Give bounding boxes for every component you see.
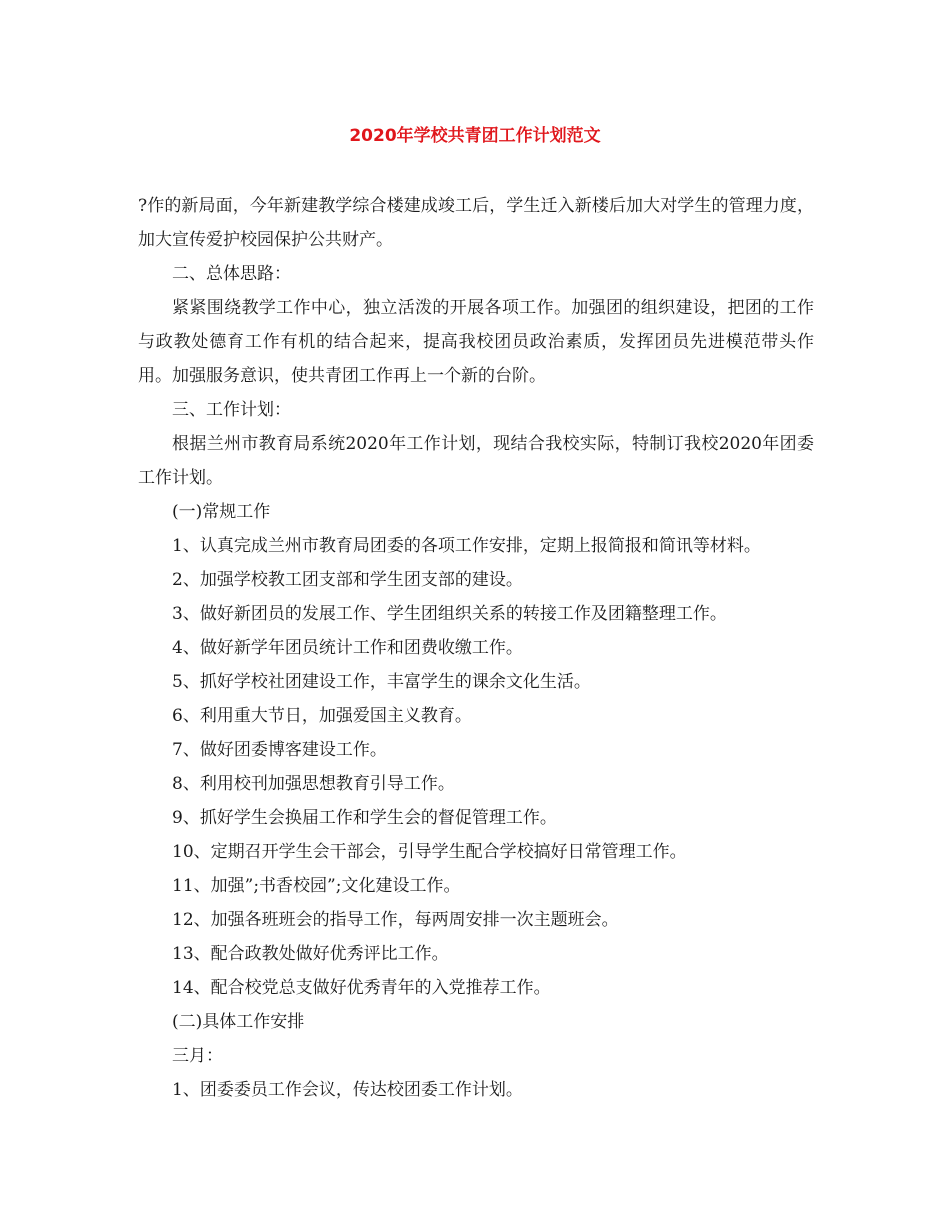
list-item: 12、加强各班班会的指导工作，每两周安排一次主题班会。 [172,910,619,930]
list-item: 8、利用校刊加强思想教育引导工作。 [172,774,455,794]
list-item: 6、利用重大节日，加强爱国主义教育。 [172,706,472,726]
list-item: 2、加强学校教工团支部和学生团支部的建设。 [172,570,523,590]
section-heading-work-plan: 三、工作计划： [172,400,291,420]
month-heading-march: 三月： [172,1046,223,1066]
list-item: 14、配合校党总支做好优秀青年的入党推荐工作。 [172,978,551,998]
list-item: 10、定期召开学生会干部会，引导学生配合学校搞好日常管理工作。 [172,842,687,862]
list-item: 9、抓好学生会换届工作和学生会的督促管理工作。 [172,808,557,828]
paragraph-work-plan: 根据兰州市教育局系统2020年工作计划，现结合我校实际，特制订我校2020年团委工作计划。 [138,434,814,488]
list-item: 7、做好团委博客建设工作。 [172,740,387,760]
document-title: 2020年学校共青团工作计划范文 [349,126,601,146]
section-heading-overall-idea: 二、总体思路： [172,264,291,284]
paragraph-overall-idea: 紧紧围绕教学工作中心，独立活泼的开展各项工作。加强团的组织建设，把团的工作与政教处德育工作有机的结合起来，提高我校团员政治素质，发挥团员先进模范带头作用。加强服务意识，使共青团工作再上一个新的台阶。 [138,298,814,386]
paragraph-continuation: ?作的新局面，今年新建教学综合楼建成竣工后，学生迁入新楼后加大对学生的管理力度，加大宣传爱护校园保护公共财产。 [138,196,814,250]
document-body [138,189,814,1107]
list-item: 3、做好新团员的发展工作、学生团组织关系的转接工作及团籍整理工作。 [172,604,727,624]
list-item: 1、认真完成兰州市教育局团委的各项工作安排，定期上报简报和简讯等材料。 [172,536,761,556]
list-item: 1、团委委员工作会议，传达校团委工作计划。 [172,1080,523,1100]
subsection-heading-specific-arrangements: (二)具体工作安排 [172,1012,305,1032]
list-item: 5、抓好学校社团建设工作，丰富学生的课余文化生活。 [172,672,591,692]
list-item: 4、做好新学年团员统计工作和团费收缴工作。 [172,638,523,658]
list-item: 11、加强”;书香校园”;文化建设工作。 [172,876,461,896]
subsection-heading-routine-work: (一)常规工作 [172,502,271,522]
list-item: 13、配合政教处做好优秀评比工作。 [172,944,449,964]
